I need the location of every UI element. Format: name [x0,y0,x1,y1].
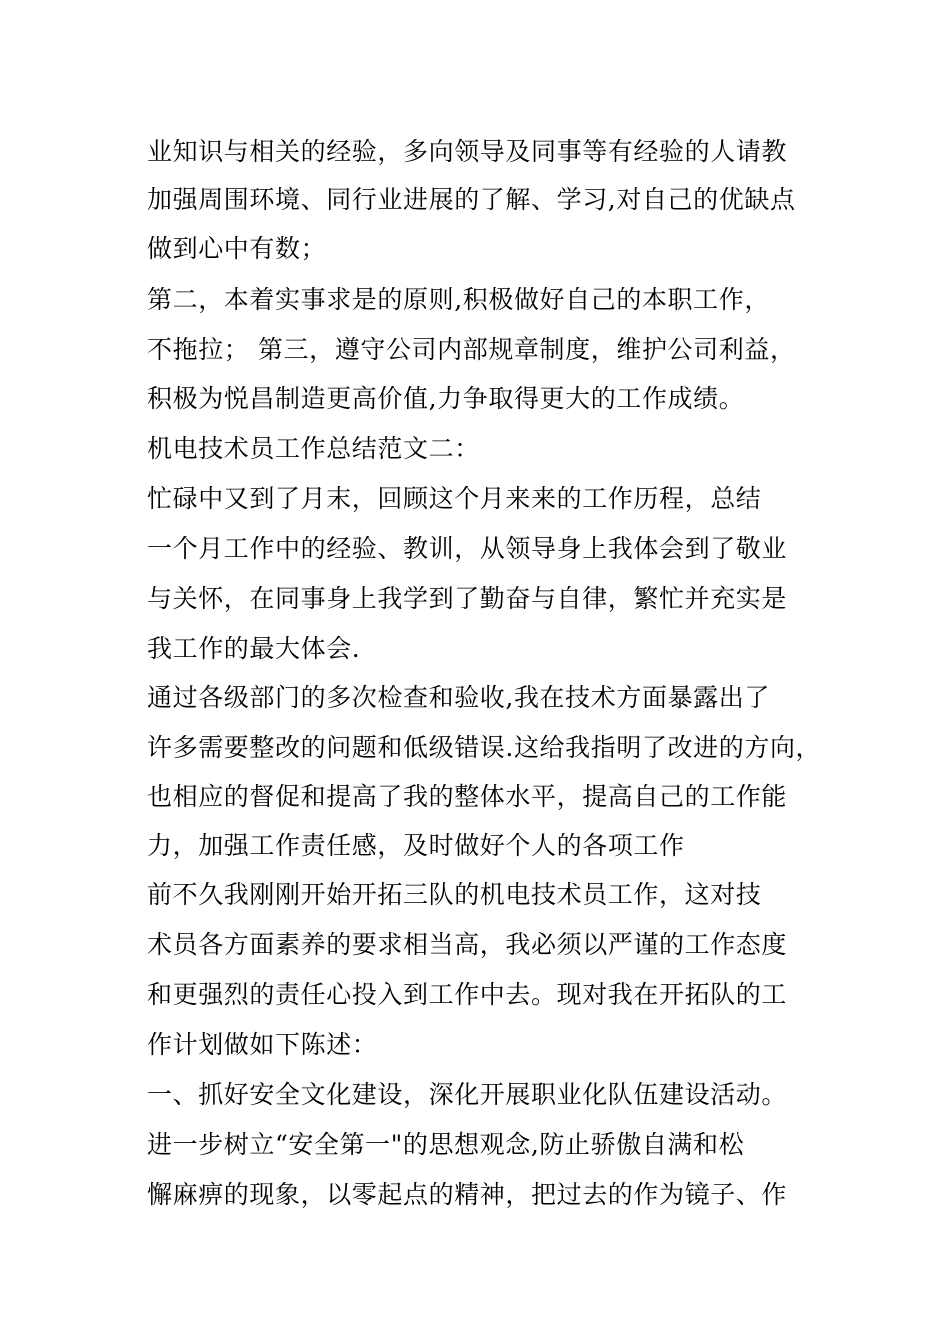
section-heading: 机电技术员工作总结范文二： [147,434,480,463]
text-line: 第二，本着实事求是的原则,积极做好自己的本职工作， [147,285,770,314]
text-line: 加强周围环境、同行业进展的了解、学习,对自己的优缺点 [147,185,796,214]
text-line: 一、抓好安全文化建设，深化开展职业化队伍建设活动。 [147,1080,788,1109]
text-line: 忙碌中又到了月末，回顾这个月来来的工作历程，总结 [147,484,762,513]
text-line: 和更强烈的责任心投入到工作中去。现对我在开拓队的工 [147,980,788,1009]
text-line: 不拖拉； 第三，遵守公司内部规章制度，维护公司利益， [147,335,796,364]
text-line: 作计划做如下陈述： [147,1030,378,1059]
text-line: 前不久我刚刚开始开拓三队的机电技术员工作，这对技 [147,880,762,909]
text-line: 我工作的最大体会. [147,634,361,663]
text-line: 术员各方面素养的要求相当高，我必须以严谨的工作态度 [147,930,788,959]
text-line: 通过各级部门的多次检查和验收,我在技术方面暴露出了 [147,683,770,712]
text-line: 进一步树立“安全第一"的思想观念,防止骄傲自满和松 [147,1130,745,1159]
text-line: 与关怀，在同事身上我学到了勤奋与自律，繁忙并充实是 [147,584,788,613]
text-line: 积极为悦昌制造更高价值,力争取得更大的工作成绩。 [147,384,745,413]
text-line: 力，加强工作责任感，及时做好个人的各项工作 [147,831,685,860]
text-line: 也相应的督促和提高了我的整体水平，提高自己的工作能 [147,782,788,811]
text-line: 懈麻痹的现象，以零起点的精神，把过去的作为镜子、作 [147,1180,788,1209]
text-line: 业知识与相关的经验，多向领导及同事等有经验的人请教 [147,137,788,166]
text-line: 做到心中有数； [147,234,327,263]
text-line: 一个月工作中的经验、教训，从领导身上我体会到了敬业 [147,534,788,563]
text-line: 许多需要整改的问题和低级错误.这给我指明了改进的方向， [147,733,822,762]
